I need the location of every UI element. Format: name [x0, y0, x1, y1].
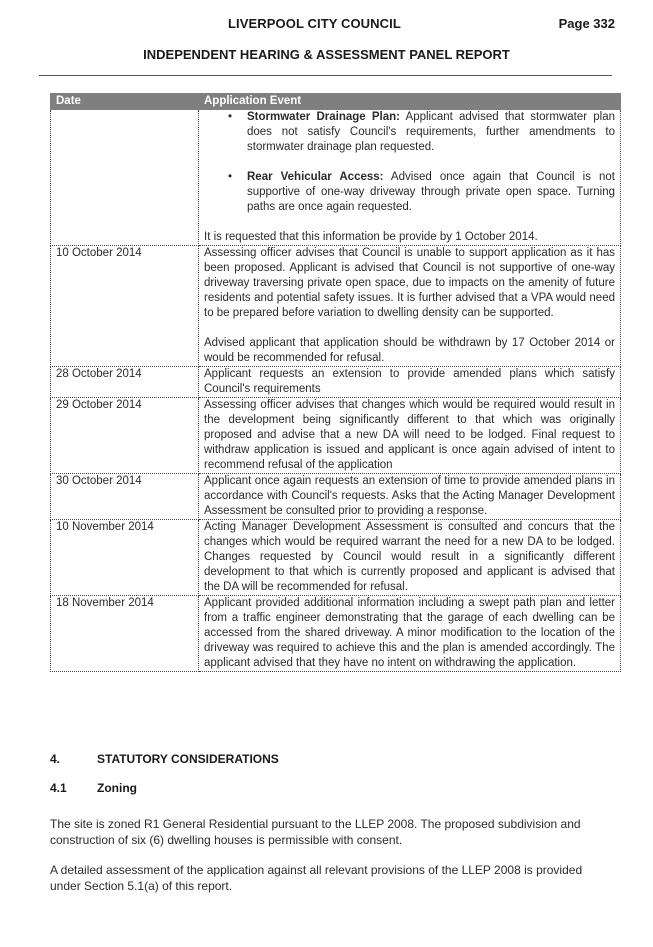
subsection-heading	[50, 781, 137, 795]
event-cell	[199, 596, 621, 672]
list-item-title: Rear Vehicular Access:	[247, 171, 384, 183]
table-row	[51, 246, 621, 367]
table-row-continued	[51, 110, 621, 246]
requirement-list	[204, 110, 615, 215]
event-text: It is requested that this information be provide by 1 October 2014.	[204, 231, 538, 243]
event-text: Applicant provided additional information including a swept path plan and letter from a traffic engineer demonstrating that the garage of each dwelling can be accessed from the shared driveway. A minor modification to the location of the driveway was required to achieve this and the plan is amended accordingly. The applicant advised that they have no intent on withdrawing the application.	[204, 597, 615, 669]
subsection-title: Zoning	[97, 781, 137, 795]
list-item	[247, 110, 615, 155]
column-header-event: Application Event	[199, 94, 621, 110]
list-item-text: Advised once again that Council is not supportive of one-way driveway through private open space. Turning paths are once again requested.	[247, 171, 615, 213]
body-paragraph: The site is zoned R1 General Residential pursuant to the LLEP 2008. The proposed subdivision and construction of six (6) dwelling houses is permissible with consent.	[50, 817, 581, 847]
date-cell: 18 November 2014	[51, 596, 199, 672]
date-cell: 29 October 2014	[51, 398, 199, 474]
table-row	[51, 520, 621, 596]
event-cell	[199, 520, 621, 596]
event-text: Advised applicant that application should be withdrawn by 17 October 2014 or would be recommended for refusal.	[204, 337, 615, 364]
table-row	[51, 367, 621, 398]
event-cell	[199, 367, 621, 398]
event-text: Assessing officer advises that changes which would be required would result in the development being significantly different to that which was originally proposed and advise that a new DA will need to be lodged. Final request to withdraw application is issued and applicant is once again advised of intent to recommend refusal of the application	[204, 399, 615, 471]
header-divider	[39, 75, 612, 76]
date-cell: 10 October 2014	[51, 246, 199, 367]
table-row	[51, 596, 621, 672]
date-cell	[51, 110, 199, 246]
date-cell: 10 November 2014	[51, 520, 199, 596]
table-row	[51, 398, 621, 474]
list-item-text: Applicant advised that stormwater plan does not satisfy Council's requirements, further amendments to stormwater drainage plan requested.	[247, 111, 615, 153]
event-cell	[199, 110, 621, 246]
list-item	[247, 170, 615, 215]
subsection-number: 4.1	[50, 781, 67, 795]
date-cell: 28 October 2014	[51, 367, 199, 398]
council-name: LIVERPOOL CITY COUNCIL	[228, 16, 401, 31]
column-header-date: Date	[51, 94, 199, 110]
section-number: 4.	[50, 752, 61, 766]
table-header-row	[51, 94, 621, 110]
event-cell	[199, 398, 621, 474]
date-cell: 30 October 2014	[51, 474, 199, 520]
list-item-title: Stormwater Drainage Plan:	[247, 111, 400, 123]
table-row	[51, 474, 621, 520]
event-text: Applicant requests an extension to provide amended plans which satisfy Council's requirements	[204, 368, 615, 395]
event-text: Acting Manager Development Assessment is consulted and concurs that the changes which would be required warrant the need for a new DA to be lodged. Changes requested by Council would result in a significantly different development to that which is currently proposed and applicant is advised that the DA will be recommended for refusal.	[204, 521, 615, 593]
report-title: INDEPENDENT HEARING & ASSESSMENT PANEL REPORT	[143, 47, 510, 62]
body-paragraph: A detailed assessment of the application against all relevant provisions of the LLEP 2008 is provided under Section 5.1(a) of this report.	[50, 863, 583, 893]
event-text: Applicant once again requests an extension of time to provide amended plans in accordance with Council's requests. Asks that the Acting Manager Development Assessment be consulted prior to providing a response.	[204, 475, 615, 517]
section-title: STATUTORY CONSIDERATIONS	[97, 752, 279, 766]
event-cell	[199, 246, 621, 367]
event-text: Assessing officer advises that Council is unable to support application as it has been proposed. Applicant is advised that Council is not supportive of one-way driveway traversing private open space, due to impacts on the amenity of future residents and potential safety issues. It is further advised that a VPA would need to be prepared before variation to dwelling density can be supported.	[204, 247, 615, 319]
page-number: Page 332	[558, 16, 615, 31]
event-cell	[199, 474, 621, 520]
application-events-table	[50, 93, 621, 672]
section-heading	[50, 752, 279, 766]
